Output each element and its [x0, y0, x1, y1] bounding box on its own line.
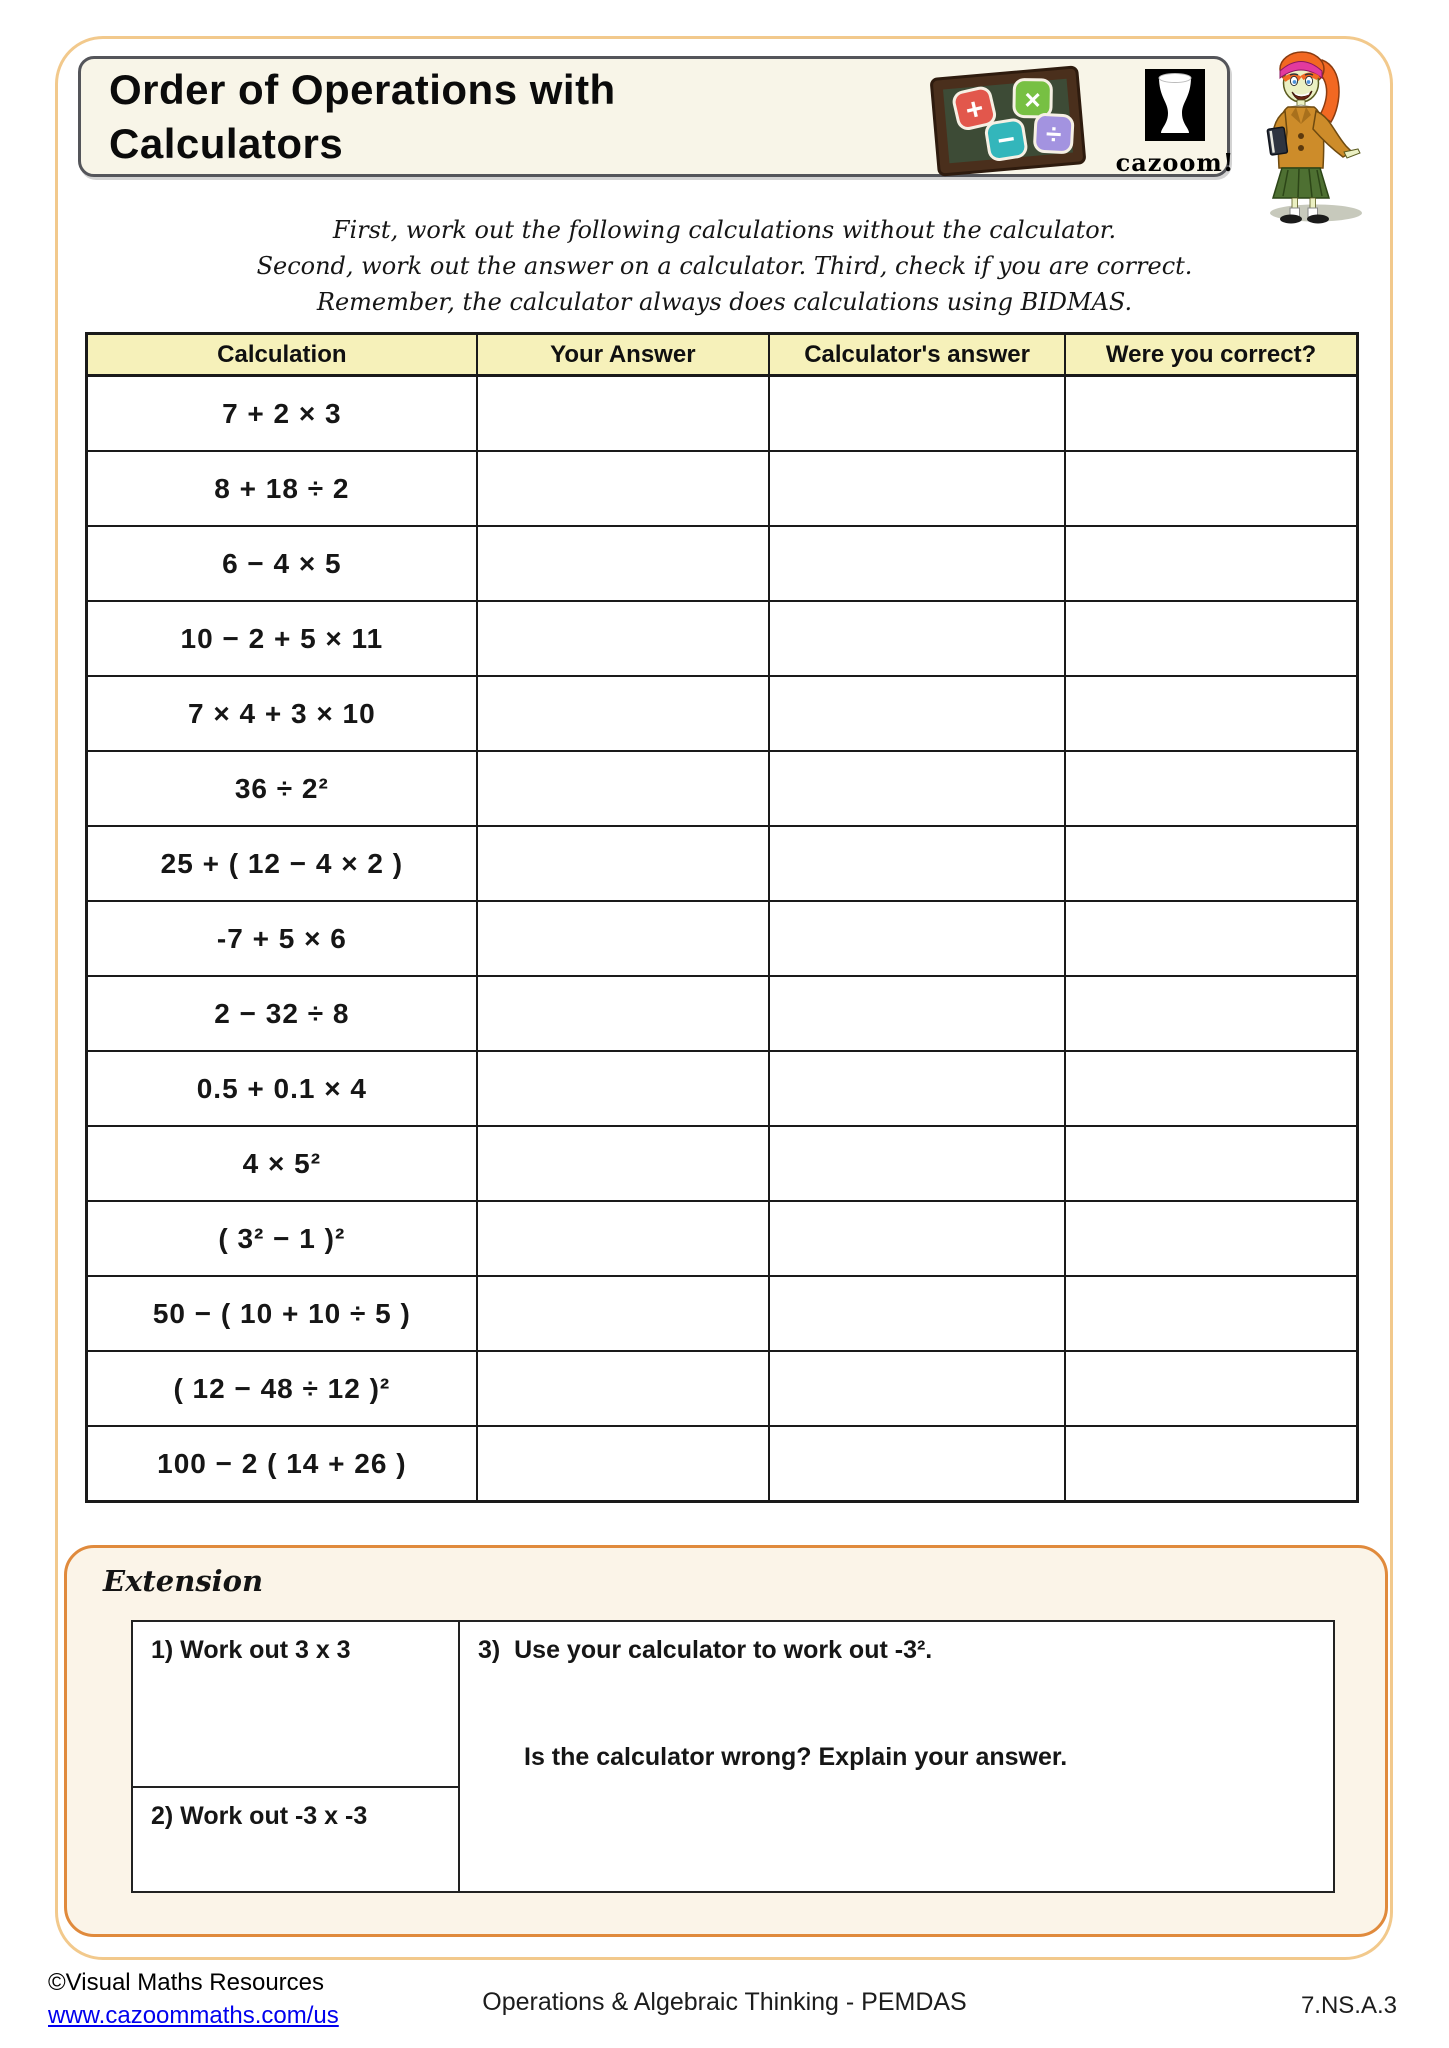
calculator-answer-cell[interactable] [769, 1426, 1065, 1502]
times-tile-icon [1014, 79, 1052, 117]
were-you-correct-cell[interactable] [1065, 526, 1357, 601]
table-row [87, 1276, 1358, 1351]
calculator-answer-cell[interactable] [769, 751, 1065, 826]
copyright-text: ©Visual Maths Resources [48, 1969, 325, 1996]
calculation-expression: 7 + 2 × 3 [87, 376, 477, 452]
table-row [87, 376, 1358, 452]
extension-title: Extension [103, 1564, 264, 1598]
extension-q2: 2) Work out -3 x -3 [151, 1802, 368, 1830]
calculation-table-body [87, 376, 1358, 1502]
your-answer-cell[interactable] [477, 1201, 769, 1276]
table-row [87, 1351, 1358, 1426]
table-row [87, 1201, 1358, 1276]
were-you-correct-cell[interactable] [1065, 901, 1357, 976]
your-answer-cell[interactable] [477, 676, 769, 751]
extension-table [131, 1620, 1335, 1893]
table-row [87, 976, 1358, 1051]
header-your-answer: Your Answer [477, 334, 769, 376]
svg-text:×: × [1024, 84, 1042, 116]
schoolgirl-mascot-icon [1254, 44, 1370, 226]
calculation-expression: 4 × 5² [87, 1126, 477, 1201]
were-you-correct-cell[interactable] [1065, 1126, 1357, 1201]
table-row [87, 451, 1358, 526]
calculator-answer-cell[interactable] [769, 1276, 1065, 1351]
table-row [87, 1426, 1358, 1502]
calculation-expression: 0.5 + 0.1 × 4 [87, 1051, 477, 1126]
calculation-expression: ( 12 − 48 ÷ 12 )² [87, 1351, 477, 1426]
calculation-expression: 50 − ( 10 + 10 ÷ 5 ) [87, 1276, 477, 1351]
svg-text:+: + [962, 91, 987, 128]
table-row [87, 676, 1358, 751]
your-answer-cell[interactable] [477, 1426, 769, 1502]
calculator-answer-cell[interactable] [769, 826, 1065, 901]
your-answer-cell[interactable] [477, 1276, 769, 1351]
your-answer-cell[interactable] [477, 751, 769, 826]
page-title: Order of Operations with Calculators [109, 66, 616, 167]
extension-section [64, 1545, 1388, 1937]
calculator-answer-cell[interactable] [769, 1051, 1065, 1126]
were-you-correct-cell[interactable] [1065, 1351, 1357, 1426]
instruction-line: First, work out the following calculations without the calculator. [332, 216, 1117, 244]
table-row [87, 1051, 1358, 1126]
cazoom-goblet-icon [1145, 69, 1205, 141]
your-answer-cell[interactable] [477, 826, 769, 901]
your-answer-cell[interactable] [477, 1126, 769, 1201]
were-you-correct-cell[interactable] [1065, 751, 1357, 826]
your-answer-cell[interactable] [477, 901, 769, 976]
calculation-expression: 10 − 2 + 5 × 11 [87, 601, 477, 676]
extension-q3: 3) Use your calculator to work out -3². [478, 1636, 933, 1664]
were-you-correct-cell[interactable] [1065, 976, 1357, 1051]
header-calculation: Calculation [87, 334, 477, 376]
extension-q2-cell[interactable] [132, 1787, 459, 1892]
footer-topic-text: Operations & Algebraic Thinking - PEMDAS [482, 1988, 967, 2016]
extension-q3b: Is the calculator wrong? Explain your answer. [524, 1743, 1068, 1771]
calculation-expression: 8 + 18 ÷ 2 [87, 451, 477, 526]
calculation-expression: -7 + 5 × 6 [87, 901, 477, 976]
calculation-expression: 6 − 4 × 5 [87, 526, 477, 601]
your-answer-cell[interactable] [477, 1351, 769, 1426]
calculation-expression: 7 × 4 + 3 × 10 [87, 676, 477, 751]
were-you-correct-cell[interactable] [1065, 451, 1357, 526]
calculator-answer-cell[interactable] [769, 1351, 1065, 1426]
calculator-answer-cell[interactable] [769, 376, 1065, 452]
were-you-correct-cell[interactable] [1065, 1201, 1357, 1276]
extension-q1-cell[interactable] [132, 1621, 459, 1787]
math-operations-chalkboard-icon [929, 65, 1087, 178]
minus-tile-icon [985, 119, 1027, 161]
calculator-answer-cell[interactable] [769, 1126, 1065, 1201]
table-row [87, 526, 1358, 601]
calculator-answer-cell[interactable] [769, 1201, 1065, 1276]
calculator-answer-cell[interactable] [769, 676, 1065, 751]
svg-text:÷: ÷ [1045, 118, 1063, 150]
were-you-correct-cell[interactable] [1065, 1276, 1357, 1351]
calculation-table [85, 332, 1359, 1503]
were-you-correct-cell[interactable] [1065, 826, 1357, 901]
were-you-correct-cell[interactable] [1065, 676, 1357, 751]
header-were-you-correct: Were you correct? [1065, 334, 1357, 376]
svg-text:−: − [995, 122, 1018, 158]
calculator-answer-cell[interactable] [769, 976, 1065, 1051]
calculator-answer-cell[interactable] [769, 601, 1065, 676]
cazoom-brand-text: cazoom! [1115, 148, 1235, 177]
header-calculator-answer: Calculator's answer [769, 334, 1065, 376]
your-answer-cell[interactable] [477, 601, 769, 676]
footer-standard-code: 7.NS.A.3 [1300, 1992, 1397, 2019]
were-you-correct-cell[interactable] [1065, 601, 1357, 676]
calculation-expression: 2 − 32 ÷ 8 [87, 976, 477, 1051]
instruction-line: Remember, the calculator always does calculations using BIDMAS. [316, 288, 1133, 316]
table-row [87, 751, 1358, 826]
calculator-answer-cell[interactable] [769, 451, 1065, 526]
table-row [87, 826, 1358, 901]
instruction-line: Second, work out the answer on a calculator. Third, check if you are correct. [256, 252, 1193, 280]
table-row [87, 601, 1358, 676]
table-row [87, 901, 1358, 976]
were-you-correct-cell[interactable] [1065, 1051, 1357, 1126]
calculation-expression: 100 − 2 ( 14 + 26 ) [87, 1426, 477, 1502]
cazoom-logo [1109, 69, 1241, 177]
calculation-expression: 25 + ( 12 − 4 × 2 ) [87, 826, 477, 901]
calculation-expression: ( 3² − 1 )² [87, 1201, 477, 1276]
calculator-answer-cell[interactable] [769, 901, 1065, 976]
were-you-correct-cell[interactable] [1065, 1426, 1357, 1502]
table-header-row [87, 334, 1358, 376]
extension-q3-cell[interactable] [459, 1621, 1334, 1892]
your-answer-cell[interactable] [477, 526, 769, 601]
instructions-block [0, 212, 1449, 320]
title-banner [78, 56, 1235, 177]
your-answer-cell[interactable] [477, 976, 769, 1051]
cazoom-website-link[interactable]: www.cazoommaths.com/us [48, 2002, 339, 2030]
your-answer-cell[interactable] [477, 451, 769, 526]
your-answer-cell[interactable] [477, 376, 769, 452]
table-row [87, 1126, 1358, 1201]
calculator-answer-cell[interactable] [769, 526, 1065, 601]
were-you-correct-cell[interactable] [1065, 376, 1357, 452]
calculation-expression: 36 ÷ 2² [87, 751, 477, 826]
extension-q1: 1) Work out 3 x 3 [151, 1636, 351, 1664]
your-answer-cell[interactable] [477, 1051, 769, 1126]
divide-tile-icon [1034, 114, 1073, 153]
